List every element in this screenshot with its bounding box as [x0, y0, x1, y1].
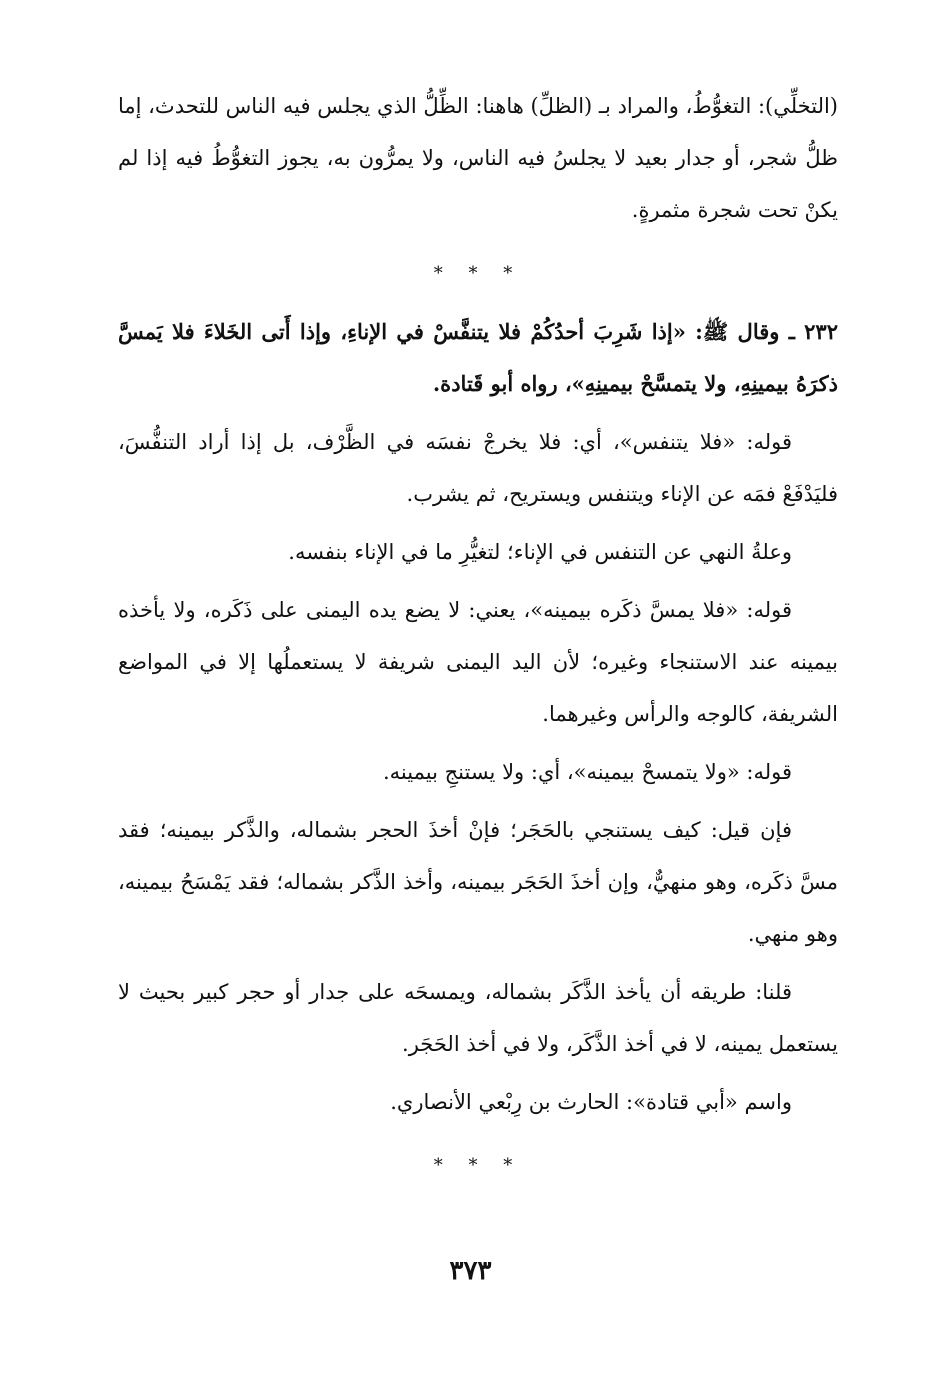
page-number: ٣٧٣	[449, 1256, 492, 1286]
commentary-paragraph: قوله: «فلا يتنفس»، أي: فلا يخرجْ نفسَه في الظَّرْف، بل إذا أراد التنفُّسَ، فليَدْفَعْ فمَه عن الإناء ويتنفس ويستريح، ثم يشرب.	[118, 430, 838, 506]
commentary-paragraph: فإن قيل: كيف يستنجي بالحَجَر؛ فإنْ أخذَ الحجر بشماله، والذَّكر بيمينه؛ فقد مسَّ ذكَره، وهو منهيٌّ، وإن أخذَ الحَجَر بيمينه، وأخذ الذَّكر بشماله؛ فقد يَمْسَحُ بيمينه، وهو منهي.	[118, 818, 838, 946]
section-separator: * * *	[433, 1155, 523, 1176]
page-body	[118, 80, 838, 1198]
section-separator: * * *	[433, 263, 523, 284]
commentary-paragraph: قوله: «فلا يمسَّ ذكَره بيمينه»، يعني: لا يضع يده اليمنى على ذَكَره، ولا يأخذه بيمينه عند الاستنجاء وغيره؛ لأن اليد اليمنى شريفة لا يستعملُها إلا في المواضع الشريفة، كالوجه والرأس وغيرهما.	[118, 598, 838, 726]
hadith-text: ٢٣٢ ـ وقال ﷺ: «إذا شَرِبَ أحدُكُمْ فلا يتنفَّسْ في الإناءِ، وإذا أَتى الخَلاءَ فلا يَمسَّ ذكرَهُ بيمينِهِ، ولا يتمسَّحْ بيمينِهِ»، رواه أبو قَتادة.	[118, 319, 838, 396]
commentary-paragraph: قوله: «ولا يتمسحْ بيمينه»، أي: ولا يستنجِ بيمينه.	[382, 760, 792, 784]
commentary-paragraph: قلنا: طريقه أن يأخذ الذَّكَر بشماله، ويمسحَه على جدار أو حجر كبير بحيث لا يستعمل يمينه، لا في أخذ الذَّكَر، ولا في أخذ الحَجَر.	[118, 980, 838, 1056]
commentary-paragraph: (التخلِّي): التغوُّطُ، والمراد بـ (الظلِّ) هاهنا: الظِّلُّ الذي يجلس فيه الناس للتحدث، إما ظلُّ شجر، أو جدار بعيد لا يجلسُ فيه الناس، ولا يمرُّون به، يجوز التغوُّطُ فيه إذا لم يكنْ تحت شجرة مثمرةٍ.	[118, 94, 838, 222]
commentary-paragraph: وعلةُ النهي عن التنفس في الإناء؛ لتغيُّرِ ما في الإناء بنفسه.	[288, 540, 792, 564]
commentary-paragraph: واسم «أبي قتادة»: الحارث بن رِبْعي الأنصاري.	[390, 1090, 792, 1114]
